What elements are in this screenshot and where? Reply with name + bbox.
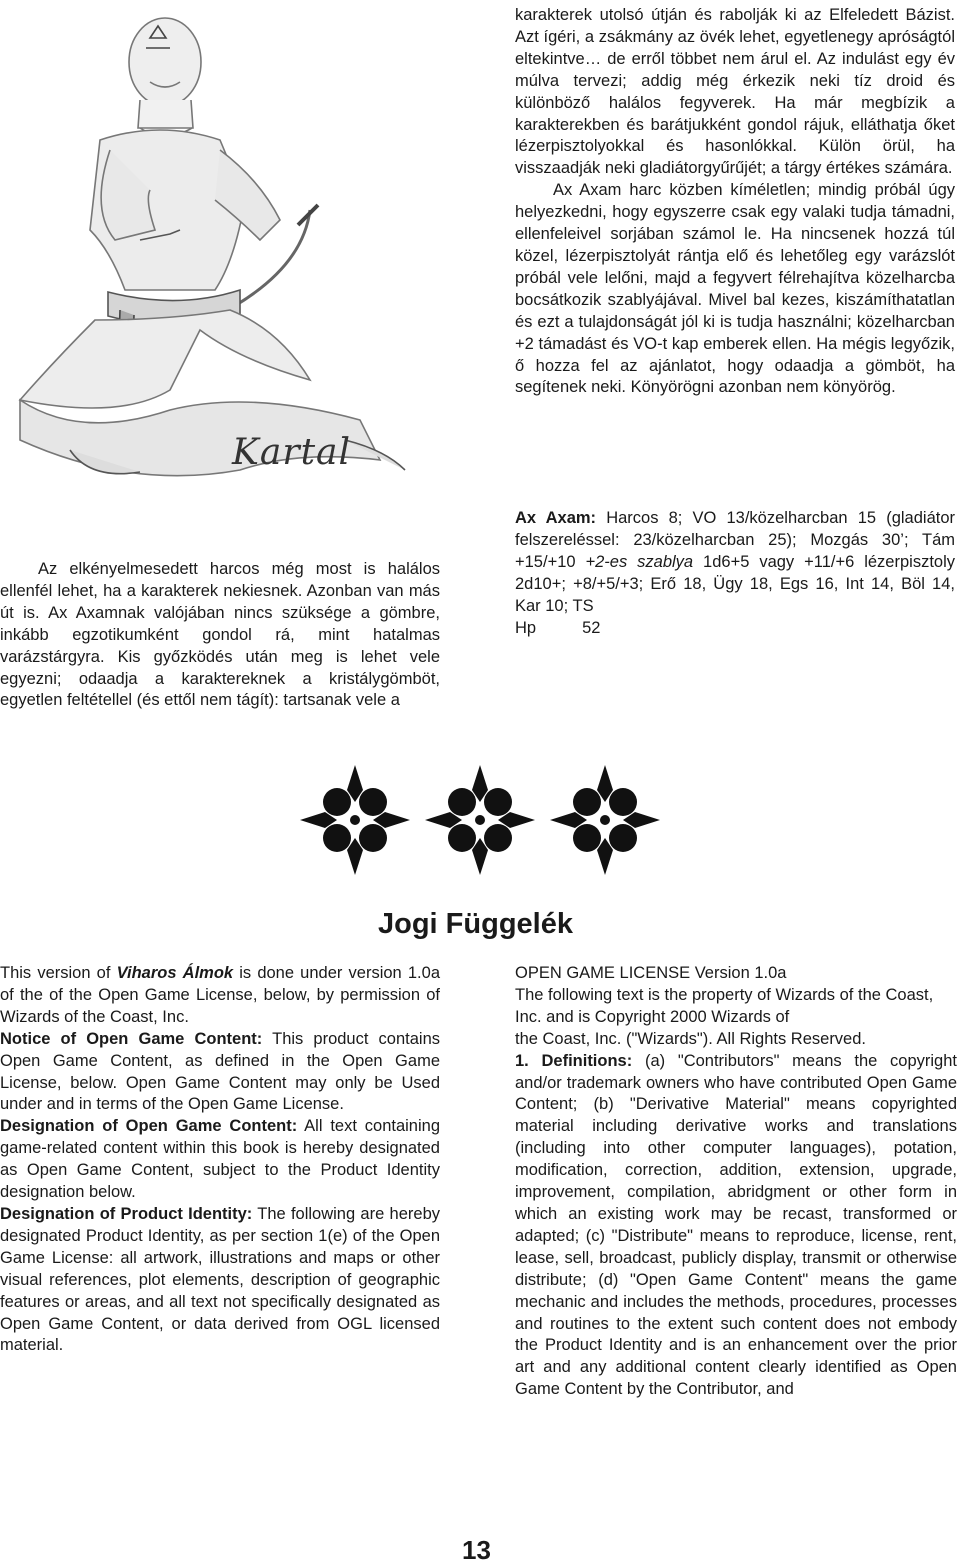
legal-label: 1. Definitions: — [515, 1051, 633, 1070]
legal-text: This version of — [0, 964, 117, 982]
stat-text: Harcos 8; VO 13/közelharcban 15 (gladiátor felszereléssel: 23/közelharcban 25); Mozgás 30’; Tám +15/+10 — [515, 509, 956, 571]
legal-label: Designation of Open Game Content: — [0, 1117, 298, 1136]
license-title: OPEN GAME LICENSE Version 1.0a — [515, 964, 787, 982]
mid-left-column — [0, 559, 440, 712]
ornament-divider — [300, 760, 660, 880]
top-right-column — [515, 5, 955, 399]
warrior-illustration — [0, 0, 470, 500]
legal-label: Notice of Open Game Content: — [0, 1029, 263, 1048]
stat-text: 1d6+5 vagy +11/+6 lézerpisztoly 2d10+; +8/+5/+3; Erő 18, Ügy 18, Egs 16, Int 14, Böl 14, Kar 10; TS — [515, 552, 955, 615]
legal-left-column — [0, 963, 440, 1357]
paragraph: Ax Axam harc közben kíméletlen; mindig próbál úgy helyezkedni, hogy egyszerre csak egy valaki tudja támadni, ellenfeleivel sorjában számol le. Ha nincsenek hozzá túl közel, lézerpisztolyát rántja elő és lehetőleg egy varázslót próbál vele lelőni, majd a fegyvert félrehajítva közelharcba bocsátkozik szablyájával. Mivel bal kezes, kiszámíthatatlan és ezt a tulajdonságát jól ki is tudja használni; közelharcban +2 támadást és VO-t kap emberek ellen. Ha mégis legyőzik, ő hozza fel az ajánlatot, hogy odaadja a gömböt, ha segítenek neki. Könyörögni azonban nem könyörög. — [515, 181, 955, 397]
legal-right-column — [515, 963, 957, 1401]
paragraph: Az elkényelmesedett harcos még most is halálos ellenfél lehet, ha a karakterek nekiesnek. Azonban van más út is. Ax Axamnak valójában nincs szüksége a gömbre, inkább egzotikumként gondol rá, mint hatalmas varázstárgyra. Kis győzködés után meg is lehet vele egyezni; odaadja a karaktereknek a kristálygömböt, egyetlen feltétellel (és ettől nem tágít): tartsanak vele a — [0, 560, 440, 710]
hp-label: Hp — [515, 618, 537, 637]
product-name: Viharos Álmok — [116, 964, 234, 982]
paragraph: karakterek utolsó útján és rabolják ki az Elfeledett Bázist. Azt ígéri, a zsákmány az övék lehet, egyetlenegy apróságtól eltekintve… de erről többet nem árul el. Az indulást egy év múlva tervezi; addig még érkezik neki tíz droid és különböző halálos fegyverek. Ha már megbízik a karakterekben és barátjukként gondol rájuk, elláthatja őket lézerpisztolyokkal és hasonlókkal. Külön örül, ha visszaadják neki gladiátorgyűrűjét; a tárgy értékes számára. — [515, 6, 955, 178]
legal-label: Designation of Product Identity: — [0, 1204, 253, 1223]
legal-text: All text containing game-related content within this book is hereby designated as Open Game Content, subject to the Product Identity designation below. — [0, 1117, 440, 1202]
legal-text: (a) "Contributors" means the copyright and/or trademark owners who have contributed Open Game Content; (b) "Derivative Material" means copyrighted material including derivative works and translations (including into other computer languages), potation, modification, correction, addition, extension, upgrade, improvement, compilation, abridgment or other form in which an existing work may be recast, transformed or adapted; (c) "Distribute" means to reproduce, license, rent, lease, sell, broadcast, publicly display, transmit or otherwise distribute; (d) "Open Game Content" means the game mechanic and includes the methods, procedures, processes and routines to the extent such content does not embody the Product Identity and is an enhancement over the prior art and any additional content clearly identified as Open Game Content by the Contributor, and — [515, 1051, 957, 1399]
stat-name: Ax Axam: — [515, 509, 597, 527]
legal-text: This product contains Open Game Content, as defined in the Open Game License, below. Open Game Content may only be Used under and in terms of the Open Game License. — [0, 1029, 440, 1114]
hp-value: 52 — [582, 618, 601, 637]
artist-signature: Kartal — [232, 432, 352, 473]
section-heading: Jogi Függelék — [378, 908, 573, 940]
stat-block — [515, 508, 955, 639]
legal-text: The following are hereby designated Product Identity, as per section 1(e) of the Open Game License: all artwork, illustrations and maps or other visual references, plot elements, description of geographic features or areas, and all text not specifically designated as Open Game Content, or data derived from OGL licensed material. — [0, 1204, 440, 1355]
license-text: The following text is the property of Wizards of the Coast, Inc. and is Copyright 2000 Wizards of — [515, 985, 934, 1026]
license-text: the Coast, Inc. ("Wizards"). All Rights Reserved. — [515, 1029, 866, 1048]
stat-weapon: +2-es szablya — [585, 552, 694, 571]
legal-text: is done under version 1.0a of the of the Open Game License, below, by permission of Wizards of the Coast, Inc. — [0, 964, 440, 1026]
page-number: 13 — [462, 1535, 491, 1565]
